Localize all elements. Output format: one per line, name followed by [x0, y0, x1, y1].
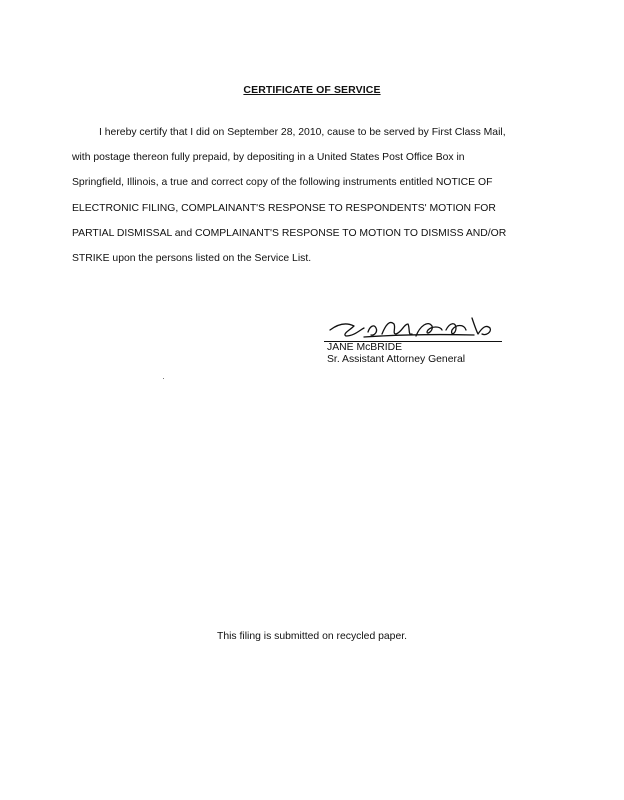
- body-line: with postage thereon fully prepaid, by depositing in a United States Post Office Box in: [72, 152, 465, 164]
- body-line: I hereby certify that I did on September 28, 2010, cause to be served by First Class Mail,: [99, 127, 506, 138]
- signer-title: Sr. Assistant Attorney General: [327, 354, 466, 365]
- body-line: PARTIAL DISMISSAL and COMPLAINANT'S RESPONSE TO MOTION TO DISMISS AND/OR: [72, 227, 507, 239]
- body-line: ELECTRONIC FILING, COMPLAINANT'S RESPONSE TO RESPONDENTS' MOTION FOR: [72, 202, 496, 214]
- certificate-body: [72, 120, 552, 271]
- scan-artifact-dot: [163, 378, 164, 379]
- body-line: STRIKE upon the persons listed on the Service List.: [72, 253, 312, 265]
- body-line: Springfield, Illinois, a true and correct copy of the following instruments entitled NOTICE OF: [72, 177, 493, 189]
- document-title: CERTIFICATE OF SERVICE: [243, 84, 381, 96]
- handwritten-signature: [324, 310, 504, 344]
- recycled-paper-note: This filing is submitted on recycled paper.: [216, 631, 407, 642]
- signer-name: JANE McBRIDE: [327, 342, 403, 353]
- signature-block: [324, 310, 514, 370]
